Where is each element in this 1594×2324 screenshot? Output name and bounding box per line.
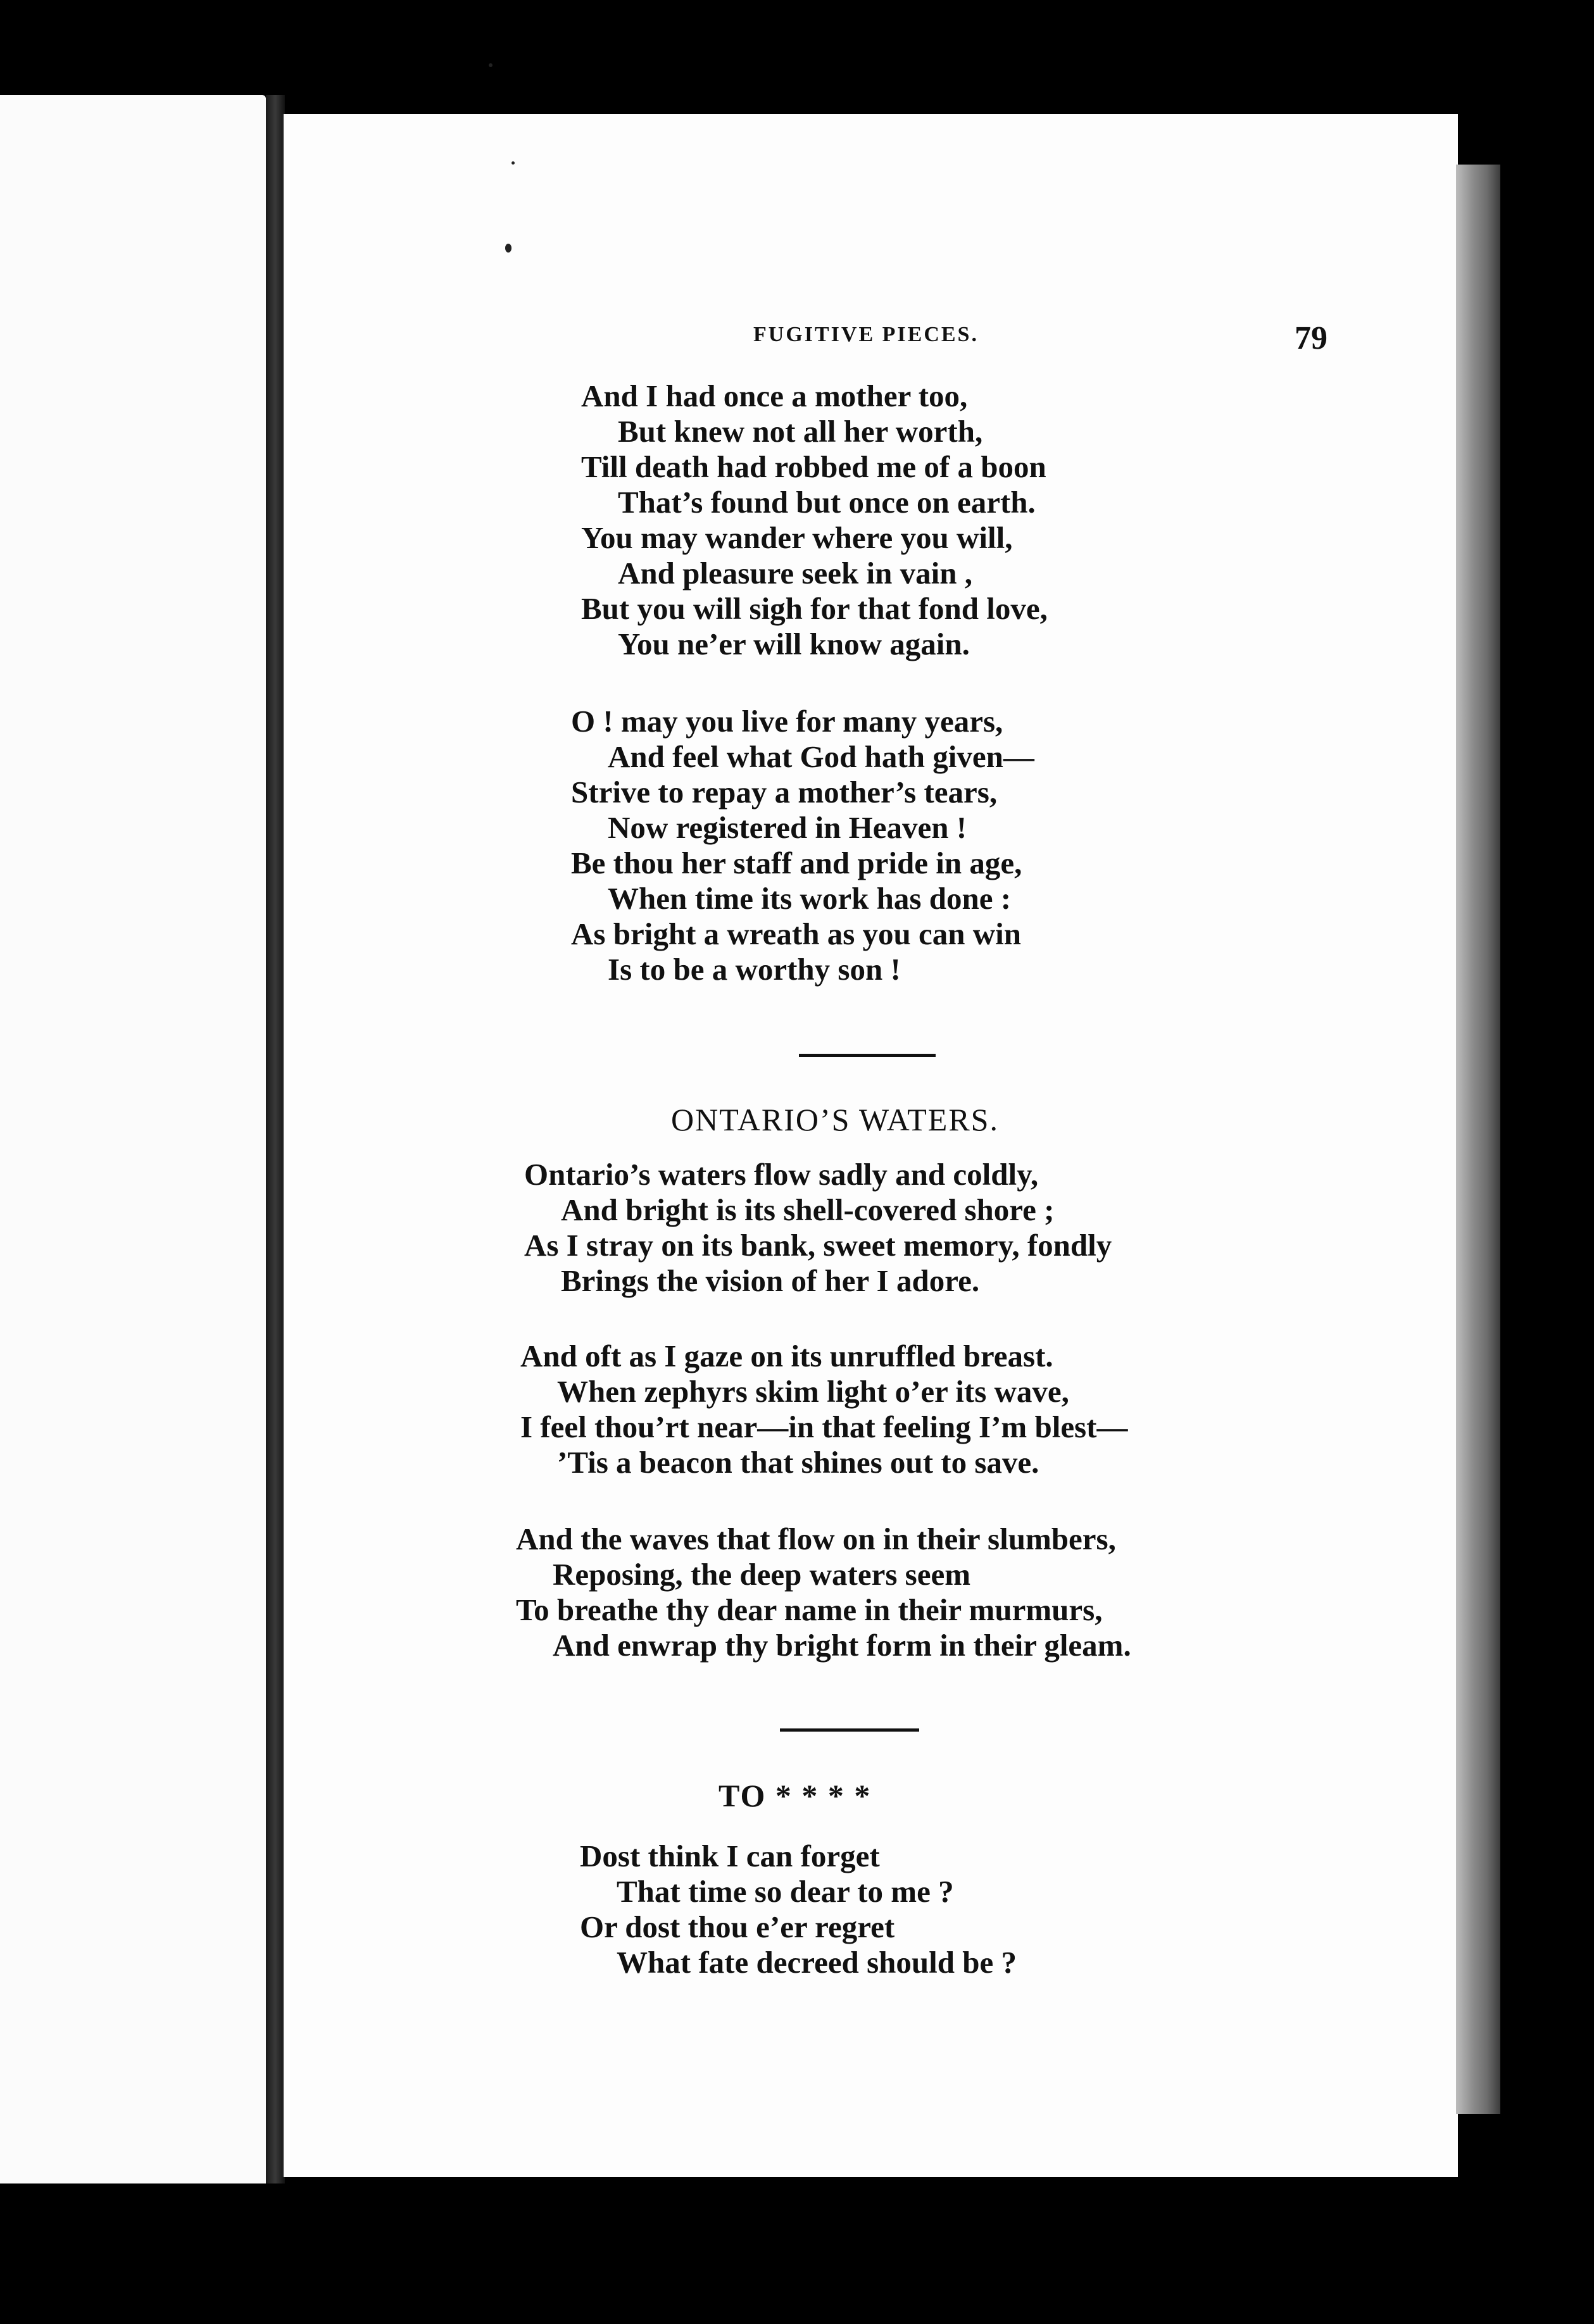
verse-line: I feel thou’rt near—in that feeling I’m blest— — [520, 1409, 1128, 1444]
poem-title-to: TO * * * * — [719, 1778, 872, 1813]
page-edge-shadow — [1456, 165, 1500, 2114]
section-divider — [799, 1054, 936, 1057]
poem2-stanza-1 — [524, 1157, 1112, 1299]
verse-line: Dost think I can forget — [580, 1839, 880, 1873]
verse-line: Till death had robbed me of a boon — [581, 449, 1046, 484]
ink-speck — [511, 161, 515, 165]
verse-line: Brings the vision of her I adore. — [561, 1263, 980, 1298]
verse-line: And enwrap thy bright form in their gleam. — [553, 1628, 1131, 1663]
verse-line: And oft as I gaze on its unruffled breast. — [520, 1339, 1053, 1373]
section-divider — [780, 1728, 919, 1732]
verse-line: That time so dear to me ? — [617, 1874, 954, 1909]
verse-line: Now registered in Heaven ! — [608, 810, 967, 845]
verse-line: What fate decreed should be ? — [617, 1945, 1017, 1980]
poem1-stanza-1 — [581, 378, 1048, 662]
facing-page-fragment — [0, 95, 266, 2183]
poem2-stanza-3 — [516, 1521, 1131, 1663]
verse-line: Strive to repay a mother’s tears, — [571, 775, 998, 809]
ink-speck — [489, 63, 493, 67]
running-title: FUGITIVE PIECES. — [753, 323, 979, 346]
ink-speck — [505, 244, 511, 253]
verse-line: You ne’er will know again. — [618, 627, 970, 661]
poem3-stanza-1 — [580, 1839, 1017, 1980]
poem-title-ontarios-waters: ONTARIO’S WATERS. — [671, 1102, 999, 1137]
verse-line: As I stray on its bank, sweet memory, fondly — [524, 1228, 1112, 1263]
verse-line: And bright is its shell-covered shore ; — [561, 1192, 1055, 1227]
verse-line: When time its work has done : — [608, 881, 1012, 916]
verse-line: ’Tis a beacon that shines out to save. — [557, 1445, 1039, 1480]
verse-line: And I had once a mother too, — [581, 378, 968, 413]
page-number: 79 — [1295, 320, 1327, 356]
poem2-stanza-2 — [520, 1339, 1127, 1480]
verse-line: When zephyrs skim light o’er its wave, — [557, 1374, 1069, 1409]
verse-line: But knew not all her worth, — [618, 414, 983, 449]
verse-line: Or dost thou e’er regret — [580, 1909, 895, 1944]
verse-line: Be thou her staff and pride in age, — [571, 846, 1022, 880]
verse-line: Is to be a worthy son ! — [608, 952, 901, 987]
verse-line: But you will sigh for that fond love, — [581, 591, 1048, 626]
poem1-stanza-2 — [571, 704, 1034, 987]
verse-line: To breathe thy dear name in their murmurs, — [516, 1592, 1103, 1627]
verse-line: That’s found but once on earth. — [618, 485, 1036, 520]
verse-line: Reposing, the deep waters seem — [553, 1557, 971, 1592]
verse-line: And the waves that flow on in their slumbers, — [516, 1521, 1116, 1556]
verse-line: You may wander where you will, — [581, 520, 1013, 555]
verse-line: O ! may you live for many years, — [571, 704, 1003, 739]
verse-line: As bright a wreath as you can win — [571, 916, 1022, 951]
verse-line: And pleasure seek in vain , — [618, 556, 972, 590]
verse-line: And feel what God hath given— — [608, 739, 1034, 774]
verse-line: Ontario’s waters flow sadly and coldly, — [524, 1157, 1039, 1192]
page-edge-dark — [1500, 139, 1594, 2165]
